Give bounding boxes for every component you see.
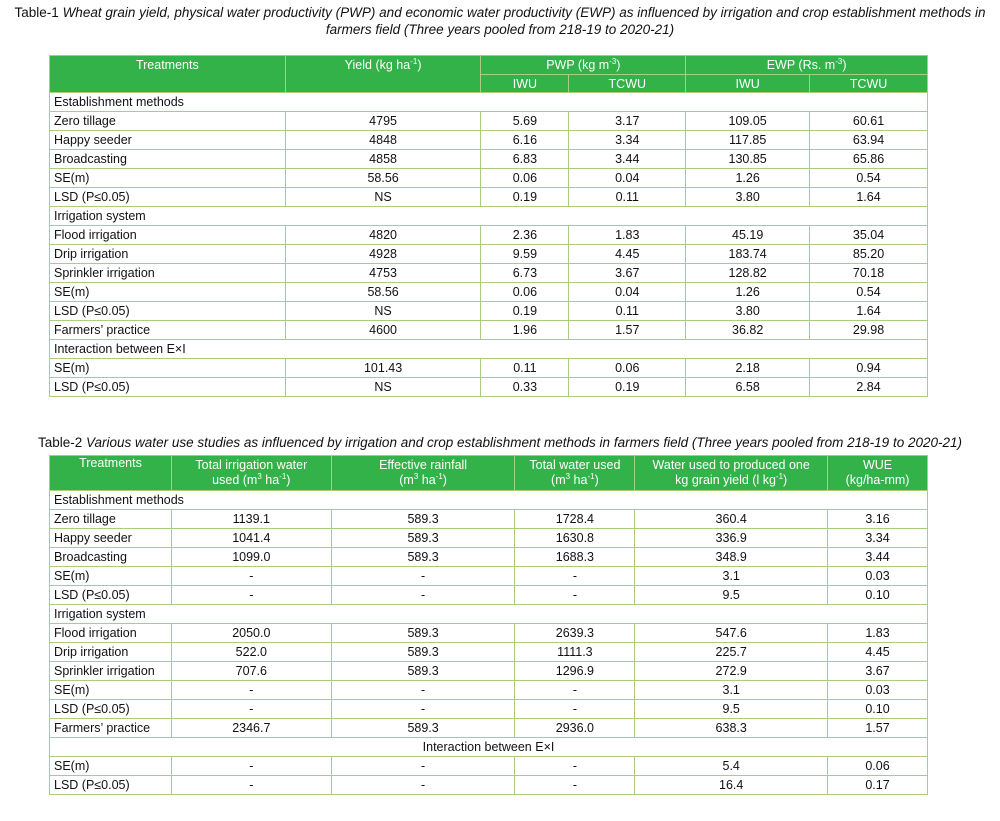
t1-cell: 0.11 xyxy=(481,359,569,378)
t2-cell: 0.03 xyxy=(828,567,928,586)
t2-cell: - xyxy=(515,776,635,795)
t2-cell: 272.9 xyxy=(635,662,828,681)
t1-header-pwp-tcwu: TCWU xyxy=(569,75,686,93)
t2-cell: 0.10 xyxy=(828,586,928,605)
t2-cell: 1728.4 xyxy=(515,510,635,529)
t2-row-label: LSD (P≤0.05) xyxy=(50,586,172,605)
t1-cell: 117.85 xyxy=(686,131,810,150)
t2-cell: - xyxy=(331,700,515,719)
t1-cell: 1.26 xyxy=(686,283,810,302)
t2-cell: 3.1 xyxy=(635,681,828,700)
t1-header-ewp: EWP (Rs. $m^{-3}$) xyxy=(686,56,928,75)
t1-cell: 3.17 xyxy=(569,112,686,131)
t2-cell: 2050.0 xyxy=(171,624,331,643)
table2-caption-text: Various water use studies as influenced by irrigation and crop establishment methods in farmers field (Three years pooled from 218-19 to 2020-21) xyxy=(86,435,962,450)
t1-cell: 6.58 xyxy=(686,378,810,397)
t2-row-label: Zero tillage xyxy=(50,510,172,529)
t1-cell: 130.85 xyxy=(686,150,810,169)
t2-cell: - xyxy=(331,757,515,776)
t1-row-label: SE(m) xyxy=(50,283,286,302)
t1-cell: NS xyxy=(285,302,481,321)
t2-header-effective-rainfall: Effective rainfall ($m^3$ $ha^{-1}$) xyxy=(331,456,515,491)
t1-cell: 1.57 xyxy=(569,321,686,340)
t1-row-label: Drip irrigation xyxy=(50,245,286,264)
t2-cell: 0.10 xyxy=(828,700,928,719)
t1-row xyxy=(50,207,928,226)
t1-cell: 63.94 xyxy=(810,131,928,150)
t1-cell: 2.18 xyxy=(686,359,810,378)
t2-row xyxy=(50,757,928,776)
t1-row xyxy=(50,264,928,283)
t2-cell: - xyxy=(171,681,331,700)
t1-cell: 1.26 xyxy=(686,169,810,188)
t2-header-total-irrigation: Total irrigation water used ($m^3$ $ha^{-1}$) xyxy=(171,456,331,491)
t2-row-label: SE(m) xyxy=(50,567,172,586)
t1-cell: 0.33 xyxy=(481,378,569,397)
table1-caption-text: Wheat grain yield, physical water productivity (PWP) and economic water productivity (EWP) as influenced by irrigation and crop establishment methods in farmers field (Three years pooled from 218-19 to 2020-21) xyxy=(62,5,986,37)
t1-cell: 1.96 xyxy=(481,321,569,340)
t1-cell: 0.54 xyxy=(810,169,928,188)
t2-cell: 1111.3 xyxy=(515,643,635,662)
t2-cell: - xyxy=(171,757,331,776)
t1-cell: 45.19 xyxy=(686,226,810,245)
t1-group-label: Establishment methods xyxy=(50,93,928,112)
t1-cell: 1.64 xyxy=(810,188,928,207)
t1-cell: 2.36 xyxy=(481,226,569,245)
t1-cell: 65.86 xyxy=(810,150,928,169)
t1-cell: 58.56 xyxy=(285,283,481,302)
t2-cell: 589.3 xyxy=(331,662,515,681)
t1-cell: NS xyxy=(285,188,481,207)
t1-cell: 4928 xyxy=(285,245,481,264)
t2-cell: 589.3 xyxy=(331,529,515,548)
t2-header-treatments: Treatments xyxy=(50,456,172,491)
t2-cell: 589.3 xyxy=(331,510,515,529)
t1-header-ewp-iwu: IWU xyxy=(686,75,810,93)
t2-row-label: SE(m) xyxy=(50,681,172,700)
t1-cell: 4.45 xyxy=(569,245,686,264)
t2-cell: 3.1 xyxy=(635,567,828,586)
t1-row xyxy=(50,112,928,131)
t1-row-label: Broadcasting xyxy=(50,150,286,169)
t2-cell: 16.4 xyxy=(635,776,828,795)
t1-cell: 0.06 xyxy=(481,169,569,188)
t1-cell: 6.83 xyxy=(481,150,569,169)
t1-cell: 85.20 xyxy=(810,245,928,264)
t2-cell: 9.5 xyxy=(635,700,828,719)
t1-row xyxy=(50,150,928,169)
t1-cell: 101.43 xyxy=(285,359,481,378)
t2-header-total-water: Total water used ($m^3$ $ha^{-1}$) xyxy=(515,456,635,491)
t2-cell: - xyxy=(171,776,331,795)
table2 xyxy=(49,455,928,795)
t1-cell: 4858 xyxy=(285,150,481,169)
t1-row xyxy=(50,321,928,340)
t2-row-label: Broadcasting xyxy=(50,548,172,567)
t2-cell: 707.6 xyxy=(171,662,331,681)
t1-row xyxy=(50,245,928,264)
t1-cell: 5.69 xyxy=(481,112,569,131)
t1-cell: 36.82 xyxy=(686,321,810,340)
t1-row-label: LSD (P≤0.05) xyxy=(50,378,286,397)
t2-cell: 225.7 xyxy=(635,643,828,662)
t2-cell: 0.17 xyxy=(828,776,928,795)
t1-cell: 0.19 xyxy=(569,378,686,397)
t1-row-label: Sprinkler irrigation xyxy=(50,264,286,283)
t2-group-label: Establishment methods xyxy=(50,491,928,510)
t2-cell: 3.16 xyxy=(828,510,928,529)
t1-cell: NS xyxy=(285,378,481,397)
t1-cell: 4753 xyxy=(285,264,481,283)
t2-cell: 1688.3 xyxy=(515,548,635,567)
t2-row xyxy=(50,700,928,719)
t2-cell: 2639.3 xyxy=(515,624,635,643)
t1-cell: 3.80 xyxy=(686,188,810,207)
t2-cell: 1099.0 xyxy=(171,548,331,567)
t2-group-label: Interaction between E×I xyxy=(50,738,928,757)
t2-row xyxy=(50,624,928,643)
t2-cell: 589.3 xyxy=(331,548,515,567)
t2-cell: 1041.4 xyxy=(171,529,331,548)
t2-cell: 2936.0 xyxy=(515,719,635,738)
t1-cell: 6.16 xyxy=(481,131,569,150)
t2-cell: 547.6 xyxy=(635,624,828,643)
t2-cell: 1630.8 xyxy=(515,529,635,548)
t2-row-label: LSD (P≤0.05) xyxy=(50,700,172,719)
t2-cell: - xyxy=(171,700,331,719)
t2-cell: 1.83 xyxy=(828,624,928,643)
t2-cell: 3.44 xyxy=(828,548,928,567)
t1-header-pwp: PWP (kg $m^{-3}$) xyxy=(481,56,686,75)
t1-cell: 0.11 xyxy=(569,302,686,321)
t2-cell: - xyxy=(515,700,635,719)
t2-row xyxy=(50,719,928,738)
t1-cell: 3.80 xyxy=(686,302,810,321)
t2-cell: 1139.1 xyxy=(171,510,331,529)
t2-header-wue: WUE (kg/ha-mm) xyxy=(828,456,928,491)
t2-row xyxy=(50,548,928,567)
t1-group-label: Irrigation system xyxy=(50,207,928,226)
t1-cell: 2.84 xyxy=(810,378,928,397)
t1-cell: 4600 xyxy=(285,321,481,340)
t2-row-label: SE(m) xyxy=(50,757,172,776)
t1-cell: 183.74 xyxy=(686,245,810,264)
t1-cell: 0.94 xyxy=(810,359,928,378)
t1-row xyxy=(50,93,928,112)
t2-cell: - xyxy=(331,681,515,700)
t1-row-label: LSD (P≤0.05) xyxy=(50,188,286,207)
t1-cell: 60.61 xyxy=(810,112,928,131)
t2-cell: - xyxy=(331,567,515,586)
t2-row-label: Drip irrigation xyxy=(50,643,172,662)
t1-cell: 6.73 xyxy=(481,264,569,283)
t2-row-label: Happy seeder xyxy=(50,529,172,548)
t1-row xyxy=(50,131,928,150)
t1-cell: 58.56 xyxy=(285,169,481,188)
t2-cell: 638.3 xyxy=(635,719,828,738)
t1-row xyxy=(50,302,928,321)
t2-cell: - xyxy=(171,567,331,586)
t2-row xyxy=(50,643,928,662)
t1-cell: 3.34 xyxy=(569,131,686,150)
t1-cell: 109.05 xyxy=(686,112,810,131)
t1-row xyxy=(50,378,928,397)
t1-cell: 0.11 xyxy=(569,188,686,207)
t2-row xyxy=(50,586,928,605)
t1-row-label: Flood irrigation xyxy=(50,226,286,245)
t1-row xyxy=(50,359,928,378)
t1-row-label: Happy seeder xyxy=(50,131,286,150)
table1-caption-label: Table-1 xyxy=(14,5,59,20)
t1-cell: 0.04 xyxy=(569,283,686,302)
t2-row xyxy=(50,662,928,681)
t2-cell: 0.06 xyxy=(828,757,928,776)
t1-row xyxy=(50,226,928,245)
t2-cell: - xyxy=(515,757,635,776)
t2-cell: - xyxy=(515,681,635,700)
t1-row-label: Farmers’ practice xyxy=(50,321,286,340)
t1-header-pwp-iwu: IWU xyxy=(481,75,569,93)
t2-cell: - xyxy=(171,586,331,605)
t1-header-treatments: Treatments xyxy=(50,56,286,93)
t1-row-label: LSD (P≤0.05) xyxy=(50,302,286,321)
t1-row xyxy=(50,283,928,302)
t2-row xyxy=(50,776,928,795)
t2-cell: 589.3 xyxy=(331,643,515,662)
t2-cell: 9.5 xyxy=(635,586,828,605)
table1-caption xyxy=(0,4,1000,38)
t1-row xyxy=(50,340,928,359)
t1-cell: 1.64 xyxy=(810,302,928,321)
table1 xyxy=(49,55,928,397)
t1-cell: 0.19 xyxy=(481,188,569,207)
t1-cell: 35.04 xyxy=(810,226,928,245)
t1-cell: 9.59 xyxy=(481,245,569,264)
t2-row xyxy=(50,681,928,700)
t1-cell: 4848 xyxy=(285,131,481,150)
t1-cell: 0.04 xyxy=(569,169,686,188)
t2-row-label: LSD (P≤0.05) xyxy=(50,776,172,795)
t2-cell: - xyxy=(515,567,635,586)
t2-cell: 3.67 xyxy=(828,662,928,681)
t2-cell: 4.45 xyxy=(828,643,928,662)
t2-cell: - xyxy=(331,586,515,605)
t2-row xyxy=(50,510,928,529)
t1-cell: 29.98 xyxy=(810,321,928,340)
t2-cell: 589.3 xyxy=(331,624,515,643)
t1-row xyxy=(50,188,928,207)
t1-group-label: Interaction between E×I xyxy=(50,340,928,359)
t2-cell: 1296.9 xyxy=(515,662,635,681)
t1-cell: 3.67 xyxy=(569,264,686,283)
t2-cell: 589.3 xyxy=(331,719,515,738)
t1-cell: 0.19 xyxy=(481,302,569,321)
t2-group-label: Irrigation system xyxy=(50,605,928,624)
t2-cell: - xyxy=(515,586,635,605)
t1-row xyxy=(50,169,928,188)
t1-row-label: Zero tillage xyxy=(50,112,286,131)
t2-cell: 3.34 xyxy=(828,529,928,548)
table2-caption xyxy=(0,434,1000,451)
table2-caption-label: Table-2 xyxy=(37,435,83,450)
t2-row xyxy=(50,605,928,624)
t2-cell: 360.4 xyxy=(635,510,828,529)
t1-cell: 0.06 xyxy=(569,359,686,378)
t1-cell: 70.18 xyxy=(810,264,928,283)
t2-cell: 348.9 xyxy=(635,548,828,567)
t2-row-label: Sprinkler irrigation xyxy=(50,662,172,681)
t2-row xyxy=(50,491,928,510)
t1-cell: 1.83 xyxy=(569,226,686,245)
t1-cell: 3.44 xyxy=(569,150,686,169)
t1-header-yield: Yield (kg $ha^{-1}$) xyxy=(285,56,481,93)
t2-cell: 336.9 xyxy=(635,529,828,548)
t1-cell: 0.06 xyxy=(481,283,569,302)
t2-row-label: Flood irrigation xyxy=(50,624,172,643)
t1-row-label: SE(m) xyxy=(50,169,286,188)
t2-row-label: Farmers’ practice xyxy=(50,719,172,738)
t2-cell: 2346.7 xyxy=(171,719,331,738)
t2-cell: 1.57 xyxy=(828,719,928,738)
t1-cell: 4795 xyxy=(285,112,481,131)
t2-header-water-per-kg: Water used to produced one kg grain yield (l $kg^{-1}$) xyxy=(635,456,828,491)
t2-row xyxy=(50,738,928,757)
t1-cell: 4820 xyxy=(285,226,481,245)
t2-row xyxy=(50,567,928,586)
t2-cell: 522.0 xyxy=(171,643,331,662)
t1-cell: 0.54 xyxy=(810,283,928,302)
t1-header-ewp-tcwu: TCWU xyxy=(810,75,928,93)
t2-cell: 0.03 xyxy=(828,681,928,700)
t2-cell: - xyxy=(331,776,515,795)
t2-cell: 5.4 xyxy=(635,757,828,776)
t1-cell: 128.82 xyxy=(686,264,810,283)
t1-row-label: SE(m) xyxy=(50,359,286,378)
t2-row xyxy=(50,529,928,548)
